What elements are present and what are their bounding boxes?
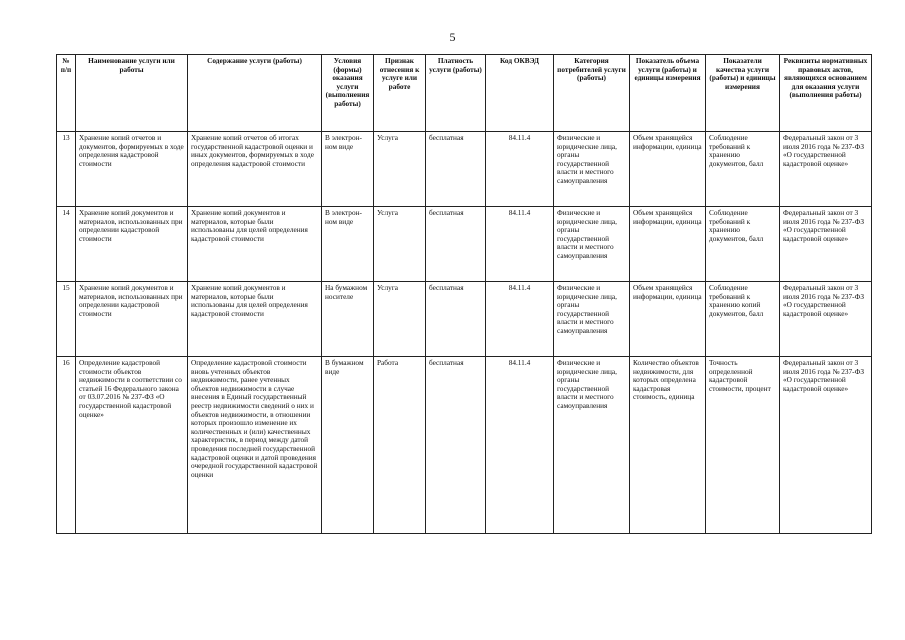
service-sign: Услуга <box>374 207 426 282</box>
table-row <box>57 357 872 534</box>
header-service-content: Содержание услуги (работы) <box>188 55 322 132</box>
header-number: № п/п <box>57 55 76 132</box>
service-legal-acts: Федеральный закон от 3 июля 2016 года № 237-ФЗ «О государственной кадастровой оценке» <box>780 132 872 207</box>
service-payment: бесплатная <box>426 132 486 207</box>
service-sign: Услуга <box>374 282 426 357</box>
service-consumers: Физические и юридические лица, органы государственной власти и местного самоуправления <box>554 132 630 207</box>
service-quality: Соблюдение требований к хранению копий документов, балл <box>706 282 780 357</box>
page-number: 5 <box>449 30 456 44</box>
header-service-name: Наименование услуги или работы <box>76 55 188 132</box>
table-row <box>57 132 872 207</box>
table-row <box>57 282 872 357</box>
service-legal-acts: Федеральный закон от 3 июля 2016 года № 237-ФЗ «О государственной кадастровой оценке» <box>780 207 872 282</box>
service-consumers: Физические и юридические лица, органы государственной власти и местного самоуправления <box>554 207 630 282</box>
service-volume: Количество объектов недвижимости, для которых определена кадастровая стоимость, единица <box>630 357 706 534</box>
service-name: Определение кадастровой стоимости объектов недвижимости в соответствии со статьей 16 Федерального закона от 03.07.2016 № 237-ФЗ «О государственной кадастровой оценке» <box>76 357 188 534</box>
row-number: 15 <box>57 282 76 357</box>
service-conditions: В бумажном виде <box>322 357 374 534</box>
service-conditions: На бумажном носителе <box>322 282 374 357</box>
header-conditions: Условия (формы) оказания услуги (выполнения работы) <box>322 55 374 132</box>
service-payment: бесплатная <box>426 207 486 282</box>
header-consumers: Категория потребителей услуги (работы) <box>554 55 630 132</box>
service-content: Определение кадастровой стоимости вновь учтенных объектов недвижимости, ранее учтенных объектов недвижимости в случае внесения в Единый государственный реестр недвижимости сведений о них и объектов недвижимости, в отношении которых произошло изменение их количественных и (или) качественных характеристик, в период между датой проведения последней государственной кадастровой оценки и датой проведения очередной государственной кадастровой оценки <box>188 357 322 534</box>
service-quality: Соблюдение требований к хранению документов, балл <box>706 207 780 282</box>
service-name: Хранение копий документов и материалов, использованных при определении кадастровой стоимости <box>76 282 188 357</box>
service-name: Хранение копий отчетов и документов, формируемых в ходе определения кадастровой стоимости <box>76 132 188 207</box>
table-row <box>57 207 872 282</box>
service-payment: бесплатная <box>426 357 486 534</box>
service-sign: Услуга <box>374 132 426 207</box>
table-header-row <box>57 55 872 132</box>
service-payment: бесплатная <box>426 282 486 357</box>
service-name: Хранение копий документов и материалов, использованных при определении кадастровой стоимости <box>76 207 188 282</box>
service-consumers: Физические и юридические лица, органы государственной власти и местного самоуправления <box>554 282 630 357</box>
service-okved: 84.11.4 <box>486 207 554 282</box>
header-payment: Платность услуги (работы) <box>426 55 486 132</box>
service-quality: Точность определенной кадастровой стоимости, процент <box>706 357 780 534</box>
header-quality: Показатели качества услуги (работы) и единицы измерения <box>706 55 780 132</box>
services-registry-table <box>56 54 872 534</box>
service-conditions: В электрон-ном виде <box>322 207 374 282</box>
service-quality: Соблюдение требований к хранению документов, балл <box>706 132 780 207</box>
service-volume: Объем хранящейся информации, единица <box>630 207 706 282</box>
header-okved: Код ОКВЭД <box>486 55 554 132</box>
row-number: 16 <box>57 357 76 534</box>
service-consumers: Физические и юридические лица, органы государственной власти и местного самоуправления <box>554 357 630 534</box>
service-conditions: В электрон-ном виде <box>322 132 374 207</box>
header-sign: Признак отнесения к услуге или работе <box>374 55 426 132</box>
row-number: 14 <box>57 207 76 282</box>
service-okved: 84.11.4 <box>486 282 554 357</box>
service-volume: Объем хранящейся информации, единица <box>630 282 706 357</box>
service-content: Хранение копий документов и материалов, которые были использованы для целей определения кадастровой стоимости <box>188 207 322 282</box>
service-volume: Объем хранящейся информации, единица <box>630 132 706 207</box>
service-sign: Работа <box>374 357 426 534</box>
service-okved: 84.11.4 <box>486 132 554 207</box>
service-legal-acts: Федеральный закон от 3 июля 2016 года № 237-ФЗ «О государственной кадастровой оценке» <box>780 357 872 534</box>
service-legal-acts: Федеральный закон от 3 июля 2016 года № 237-ФЗ «О государственной кадастровой оценке» <box>780 282 872 357</box>
header-volume: Показатель объема услуги (работы) и единицы измерения <box>630 55 706 132</box>
service-okved: 84.11.4 <box>486 357 554 534</box>
header-legal-acts: Реквизиты нормативных правовых актов, являющихся основанием для оказания услуги (выполнения работы) <box>780 55 872 132</box>
row-number: 13 <box>57 132 76 207</box>
service-content: Хранение копий отчетов об итогах государственной кадастровой оценки и иных документов, формируемых в ходе определения кадастровой стоимости <box>188 132 322 207</box>
service-content: Хранение копий документов и материалов, которые были использованы для целей определения кадастровой стоимости <box>188 282 322 357</box>
